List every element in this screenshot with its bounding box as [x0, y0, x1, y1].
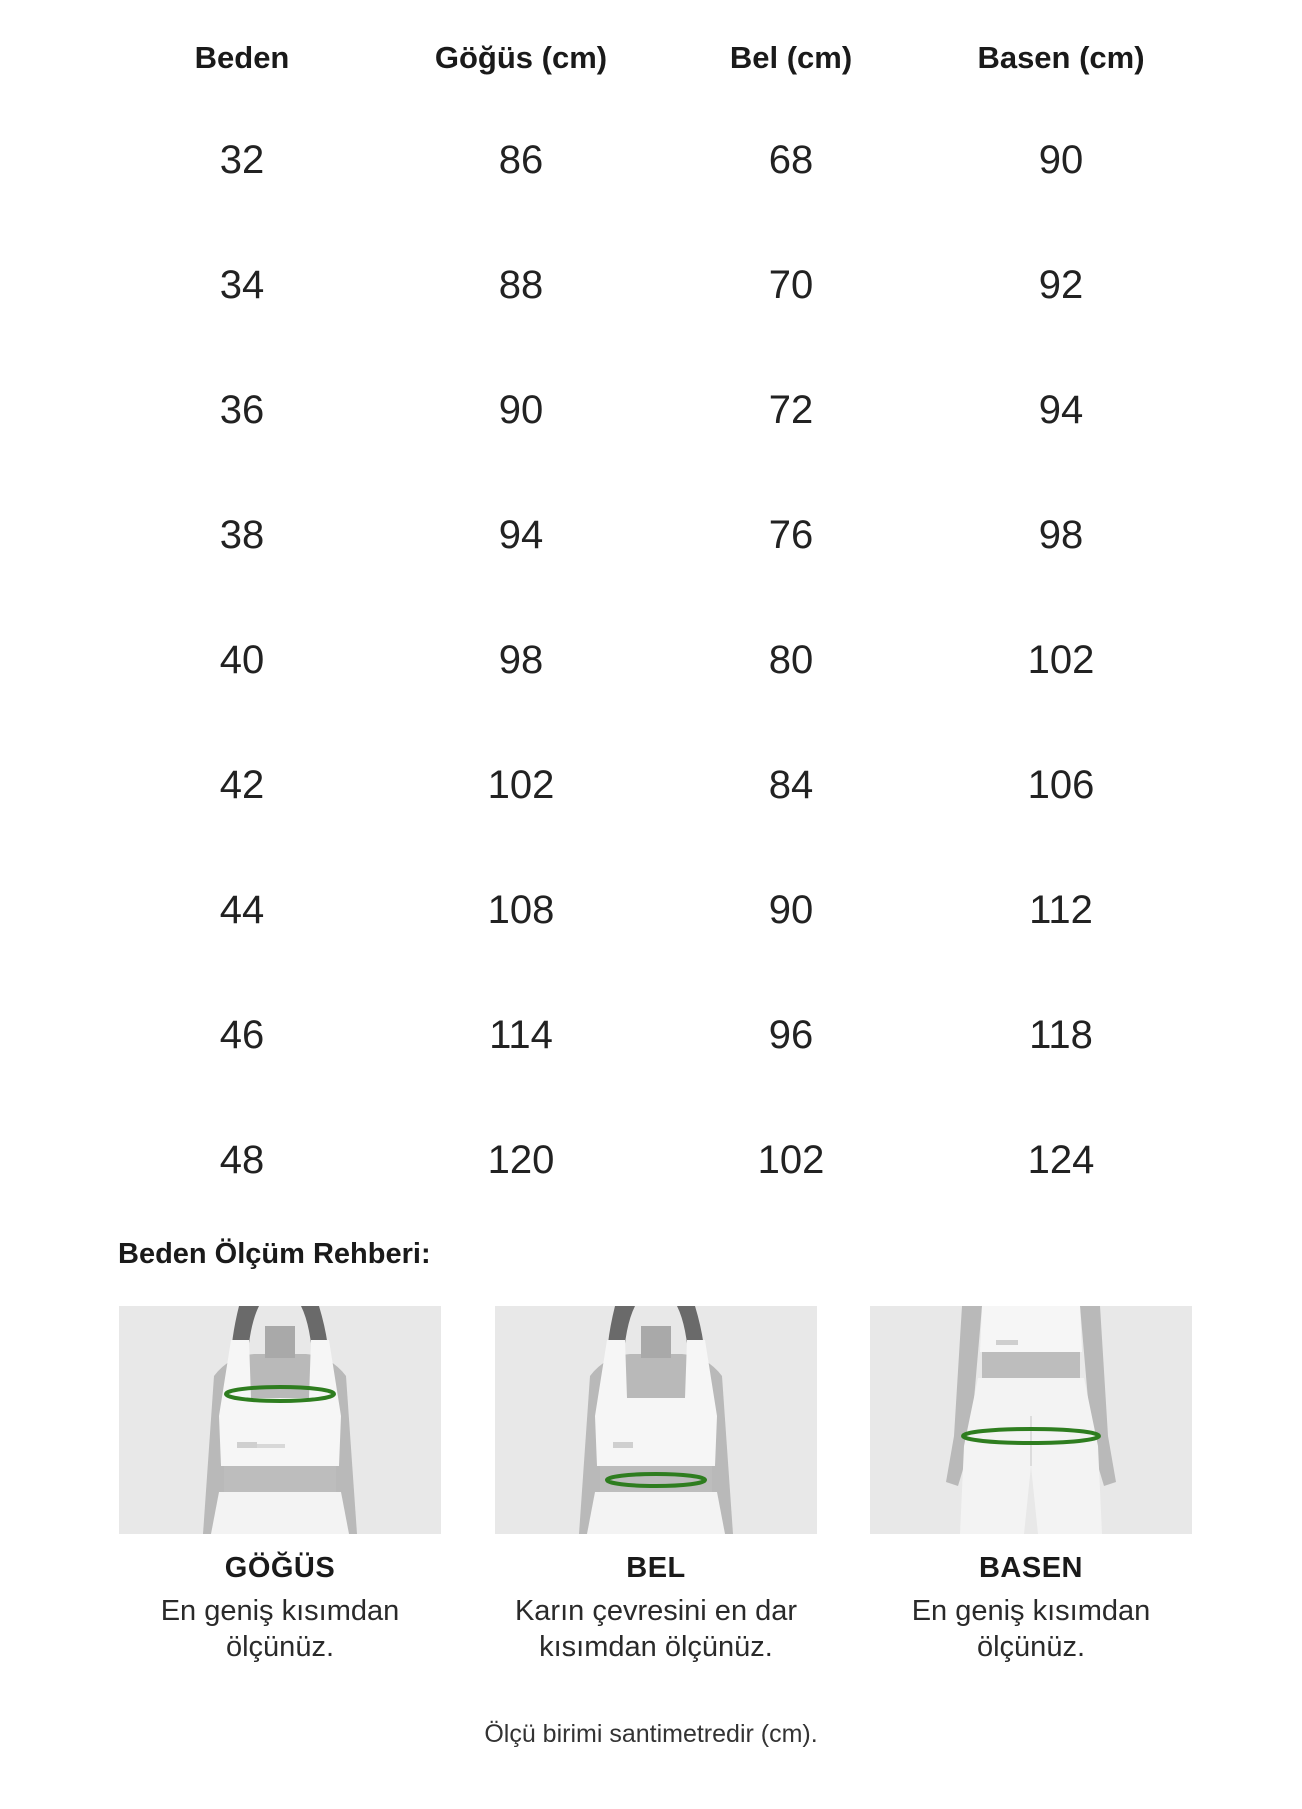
cell-size: 34 [219, 263, 265, 307]
header-waist: Bel (cm) [729, 40, 853, 75]
cell-hip: 90 [1038, 138, 1084, 182]
chest-description-line: ölçünüz. [225, 1631, 334, 1663]
table-row [0, 745, 1302, 825]
measurement-guide-title: Beden Ölçüm Rehberi: [118, 1238, 431, 1270]
cell-size: 40 [219, 638, 265, 682]
cell-chest: 94 [498, 513, 544, 557]
waist-description-line: Karın çevresini en dar [514, 1595, 798, 1627]
cell-hip: 112 [1029, 888, 1093, 932]
cell-waist: 90 [768, 888, 814, 932]
cell-size: 42 [219, 763, 265, 807]
cell-hip: 124 [1027, 1138, 1095, 1182]
cell-waist: 80 [768, 638, 814, 682]
cell-chest: 88 [498, 263, 544, 307]
hip-guide-figure [870, 1306, 1192, 1665]
hip-description-line: En geniş kısımdan [911, 1595, 1151, 1627]
cell-size: 46 [219, 1013, 265, 1057]
cell-waist: 84 [768, 763, 814, 807]
header-size: Beden [194, 40, 290, 75]
header-chest: Göğüs (cm) [434, 40, 608, 75]
unit-footnote: Ölçü birimi santimetredir (cm). [484, 1720, 818, 1748]
chest-label: GÖĞÜS [224, 1552, 336, 1584]
cell-size: 36 [219, 388, 265, 432]
cell-chest: 98 [498, 638, 544, 682]
cell-chest: 114 [489, 1013, 553, 1057]
cell-waist: 72 [768, 388, 814, 432]
cell-chest: 90 [498, 388, 544, 432]
cell-hip: 98 [1038, 513, 1084, 557]
cell-chest: 102 [487, 763, 555, 807]
table-row [0, 370, 1302, 450]
cell-chest: 86 [498, 138, 544, 182]
hip-description-line: ölçünüz. [976, 1631, 1085, 1663]
cell-size: 48 [219, 1138, 265, 1182]
table-row [0, 495, 1302, 575]
waist-measure-photo [495, 1306, 817, 1534]
cell-chest: 108 [487, 888, 555, 932]
hip-measure-photo [870, 1306, 1192, 1534]
hip-label: BASEN [978, 1552, 1083, 1584]
cell-hip: 94 [1038, 388, 1084, 432]
chest-guide-figure [119, 1306, 441, 1665]
cell-size: 44 [219, 888, 265, 932]
table-header-row [0, 18, 1302, 98]
waist-guide-figure [495, 1306, 817, 1665]
cell-waist: 102 [757, 1138, 825, 1182]
table-row [0, 120, 1302, 200]
table-row [0, 870, 1302, 950]
cell-hip: 118 [1029, 1013, 1093, 1057]
waist-label: BEL [626, 1552, 686, 1584]
table-row [0, 995, 1302, 1075]
cell-hip: 106 [1027, 763, 1095, 807]
cell-hip: 92 [1038, 263, 1084, 307]
waist-description-line: kısımdan ölçünüz. [539, 1631, 773, 1663]
chest-description [90, 1593, 470, 1665]
waist-description [466, 1593, 846, 1665]
cell-waist: 70 [768, 263, 814, 307]
cell-waist: 68 [768, 138, 814, 182]
cell-size: 38 [219, 513, 265, 557]
table-row [0, 245, 1302, 325]
hip-description [841, 1593, 1221, 1665]
header-hip: Basen (cm) [977, 40, 1145, 75]
table-row [0, 1120, 1302, 1200]
cell-hip: 102 [1027, 638, 1095, 682]
chest-measure-photo [119, 1306, 441, 1534]
cell-waist: 96 [768, 1013, 814, 1057]
cell-size: 32 [219, 138, 265, 182]
cell-waist: 76 [768, 513, 814, 557]
cell-chest: 120 [487, 1138, 555, 1182]
table-row [0, 620, 1302, 700]
chest-description-line: En geniş kısımdan [160, 1595, 400, 1627]
